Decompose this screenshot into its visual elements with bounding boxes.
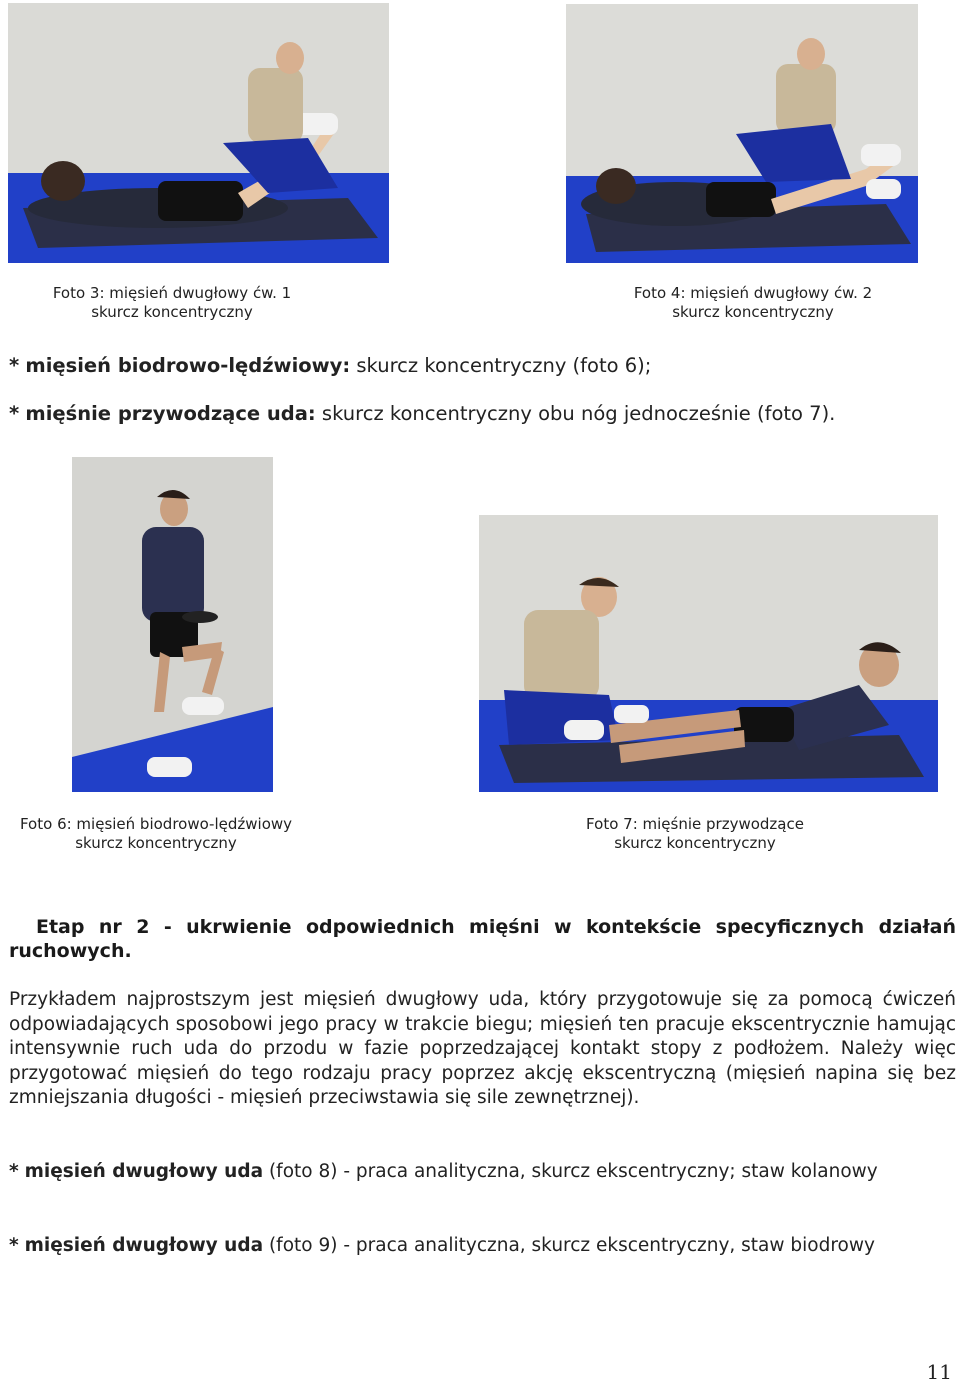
caption-line-1: Foto 3: mięsień dwugłowy ćw. 1 — [52, 284, 292, 302]
caption-line-2: skurcz koncentryczny — [75, 834, 237, 852]
photo-6-iliopsoas — [72, 457, 273, 792]
photo-4-illustration — [566, 4, 918, 263]
photo-7-adductors — [479, 515, 938, 792]
bullet-adductors — [9, 402, 835, 426]
caption-line-1: Foto 6: mięsień biodrowo-lędźwiowy — [19, 815, 293, 833]
bullet-marker: * — [9, 354, 20, 377]
caption-line-2: skurcz koncentryczny — [91, 303, 253, 321]
photo-6-illustration — [72, 457, 273, 792]
item-text: (foto 9) - praca analityczna, skurcz ekscentryczny, staw biodrowy — [263, 1235, 875, 1256]
caption-line-1: Foto 4: mięsień dwugłowy ćw. 2 — [633, 284, 873, 302]
item-marker: * — [9, 1161, 19, 1182]
item-foto-8 — [9, 1160, 956, 1185]
photo-3-hamstring-exercise-1 — [8, 3, 389, 263]
photo-7-illustration — [479, 515, 938, 792]
caption-foto-6 — [6, 815, 306, 853]
item-text: (foto 8) - praca analityczna, skurcz ekscentryczny; staw kolanowy — [263, 1161, 878, 1182]
photo-4-hamstring-exercise-2 — [566, 4, 918, 263]
caption-line-2: skurcz koncentryczny — [614, 834, 776, 852]
bullet-marker: * — [9, 402, 20, 425]
bullet-text: skurcz koncentryczny (foto 6); — [350, 354, 652, 377]
item-bold-term: mięsień dwugłowy uda — [24, 1161, 264, 1182]
item-marker: * — [9, 1235, 19, 1256]
section-heading: Etap nr 2 - ukrwienie odpowiednich mięśni w kontekście specyficznych działań ruchowych. — [9, 916, 956, 962]
bullet-text: skurcz koncentryczny obu nóg jednocześnie (foto 7). — [315, 402, 836, 425]
item-bold-term: mięsień dwugłowy uda — [24, 1235, 264, 1256]
bullet-bold-term: mięsień biodrowo-lędźwiowy: — [25, 354, 351, 377]
page-number: 11 — [926, 1360, 952, 1384]
photo-3-illustration — [8, 3, 389, 263]
bullet-bold-term: mięśnie przywodzące uda: — [25, 402, 316, 425]
caption-foto-7 — [545, 815, 845, 853]
caption-foto-3 — [22, 284, 322, 322]
caption-line-1: Foto 7: mięśnie przywodzące — [586, 815, 804, 833]
caption-foto-4 — [603, 284, 903, 322]
bullet-iliopsoas — [9, 354, 651, 378]
item-foto-9 — [9, 1234, 956, 1259]
caption-line-2: skurcz koncentryczny — [672, 303, 834, 321]
body-paragraph: Przykładem najprostszym jest mięsień dwugłowy uda, który przygotowuje się za pomocą ćwiczeń odpowiadających sposobowi jego pracy w trakcie biegu; mięsień ten pracuje ekscentrycznie hamując intensywnie ruch uda do przodu w fazie poprzedzającej kontakt stopy z podłożem. Należy więc przygotować mięsień do tego rodzaju pracy poprzez akcję ekscentryczną (mięsień napina się bez zmniejszania długości - mięsień przeciwstawia się sile zewnętrznej). — [9, 989, 956, 1108]
